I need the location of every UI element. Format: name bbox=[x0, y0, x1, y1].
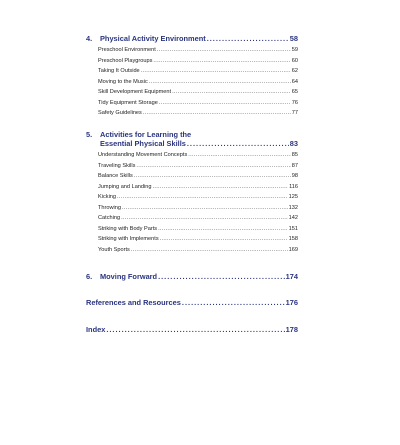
dot-leader bbox=[157, 45, 291, 56]
dot-leader bbox=[141, 66, 291, 77]
dot-leader bbox=[136, 161, 290, 172]
dot-leader bbox=[160, 234, 288, 245]
dot-leader bbox=[131, 245, 288, 256]
section-title: Understanding Movement Concepts bbox=[98, 152, 188, 158]
section-page-number: 98 bbox=[291, 173, 298, 179]
dot-leader bbox=[134, 171, 291, 182]
section-page-number: 77 bbox=[291, 110, 298, 116]
section-entry bbox=[98, 77, 298, 88]
chapter-heading bbox=[86, 130, 298, 139]
chapter-6 bbox=[86, 272, 298, 281]
chapter-title: Moving Forward bbox=[100, 272, 158, 281]
chapter-5 bbox=[86, 130, 298, 255]
section-title: Moving to the Music bbox=[98, 78, 148, 85]
section-list bbox=[86, 45, 298, 119]
section-entry bbox=[98, 234, 298, 245]
dot-leader bbox=[117, 192, 288, 203]
section-entry bbox=[98, 45, 298, 56]
chapter-number: 6. bbox=[86, 272, 93, 281]
section-page-number: 142 bbox=[288, 215, 298, 221]
section-entry bbox=[98, 161, 298, 172]
section-page-number: 132 bbox=[288, 204, 298, 211]
references-page-number: 176 bbox=[285, 298, 298, 307]
section-title: Balance Skills bbox=[98, 173, 133, 179]
dot-leader bbox=[153, 182, 289, 193]
section-title: Jumping and Landing bbox=[98, 183, 152, 190]
section-title: Skill Development Equipment bbox=[98, 89, 172, 95]
section-page-number: 59 bbox=[291, 47, 298, 53]
toc-references bbox=[86, 298, 298, 307]
index-page-number: 178 bbox=[285, 325, 298, 334]
section-entry bbox=[98, 150, 298, 161]
section-page-number: 76 bbox=[291, 99, 298, 106]
section-entry bbox=[98, 66, 298, 77]
section-title: Traveling Skills bbox=[98, 162, 136, 169]
chapter-number: 4. bbox=[86, 34, 93, 43]
chapter-page-number: 174 bbox=[285, 272, 298, 281]
dot-leader bbox=[143, 108, 291, 119]
chapter-4 bbox=[86, 34, 298, 119]
section-title: Preschool Environment bbox=[98, 47, 156, 53]
dot-leader bbox=[122, 203, 288, 214]
section-title: Tidy Equipment Storage bbox=[98, 99, 158, 106]
dot-leader bbox=[158, 224, 288, 235]
section-list bbox=[86, 150, 298, 255]
section-page-number: 64 bbox=[291, 78, 298, 85]
dot-leader bbox=[159, 98, 291, 109]
section-entry bbox=[98, 203, 298, 214]
dot-leader bbox=[172, 87, 291, 98]
section-entry bbox=[98, 56, 298, 67]
section-title: Striking with Implements bbox=[98, 236, 159, 242]
section-page-number: 62 bbox=[291, 68, 298, 74]
section-page-number: 151 bbox=[288, 225, 298, 232]
section-title: Safety Guidelines bbox=[98, 110, 142, 116]
chapter-number: 5. bbox=[86, 130, 93, 139]
section-page-number: 87 bbox=[291, 162, 298, 169]
dot-leader bbox=[187, 139, 289, 148]
section-page-number: 85 bbox=[291, 152, 298, 158]
chapter-page-number: 83 bbox=[289, 139, 298, 148]
chapter-page-number: 58 bbox=[289, 34, 298, 43]
section-page-number: 169 bbox=[288, 246, 298, 253]
chapter-heading bbox=[86, 272, 298, 281]
section-page-number: 125 bbox=[288, 194, 298, 200]
section-title: Preschool Playgroups bbox=[98, 57, 153, 64]
dot-leader bbox=[121, 213, 288, 224]
section-page-number: 65 bbox=[291, 89, 298, 95]
section-entry bbox=[98, 213, 298, 224]
dot-leader bbox=[149, 77, 291, 88]
section-entry bbox=[98, 87, 298, 98]
section-title: Youth Sports bbox=[98, 246, 130, 253]
section-entry bbox=[98, 224, 298, 235]
section-entry bbox=[98, 108, 298, 119]
index-title: Index bbox=[86, 325, 106, 334]
chapter-title: Activities for Learning the bbox=[100, 130, 192, 139]
chapter-heading bbox=[86, 34, 298, 43]
section-entry bbox=[98, 192, 298, 203]
section-entry bbox=[98, 245, 298, 256]
section-entry bbox=[98, 182, 298, 193]
section-title: Kicking bbox=[98, 194, 117, 200]
chapter-title-cont: Essential Physical Skills bbox=[100, 139, 186, 148]
dot-leader bbox=[188, 150, 291, 161]
dot-leader bbox=[153, 56, 290, 67]
section-entry bbox=[98, 171, 298, 182]
section-page-number: 60 bbox=[291, 57, 298, 64]
section-title: Striking with Body Parts bbox=[98, 225, 158, 232]
dot-leader bbox=[207, 34, 289, 43]
section-title: Catching bbox=[98, 215, 121, 221]
dot-leader bbox=[182, 298, 285, 307]
chapter-heading-cont bbox=[86, 139, 298, 148]
chapter-title: Physical Activity Environment bbox=[100, 34, 206, 43]
section-entry bbox=[98, 98, 298, 109]
dot-leader bbox=[106, 325, 284, 334]
section-page-number: 116 bbox=[289, 183, 298, 190]
dot-leader bbox=[158, 272, 285, 281]
section-title: Throwing bbox=[98, 204, 122, 211]
section-page-number: 158 bbox=[288, 236, 298, 242]
references-title: References and Resources bbox=[86, 298, 181, 307]
toc-index bbox=[86, 325, 298, 334]
section-title: Taking It Outside bbox=[98, 68, 140, 74]
